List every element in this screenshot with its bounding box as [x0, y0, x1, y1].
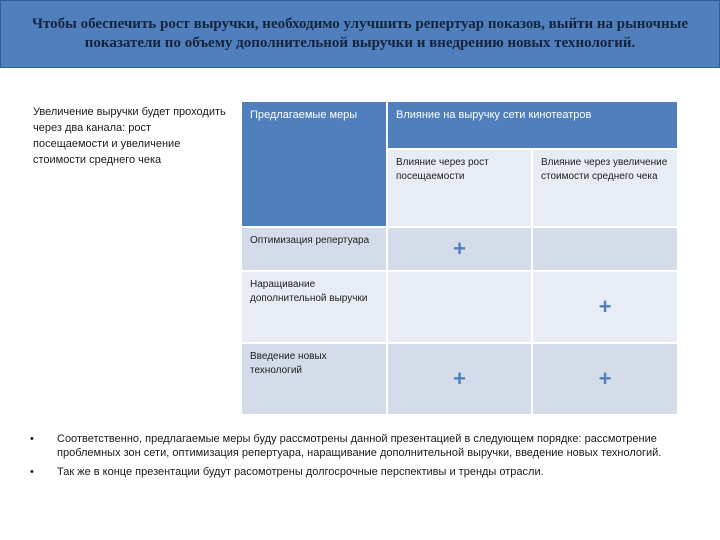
cell-extra-revenue-attendance [387, 271, 532, 343]
subheader-attendance: Влияние через рост посещаемости [387, 149, 532, 227]
row-measure-repertoire: Оптимизация репертуара [241, 227, 387, 271]
cell-new-tech-check [532, 343, 678, 415]
list-item [30, 465, 670, 479]
header-impact: Влияние на выручку сети кинотеатров [387, 101, 678, 149]
bullet-text: Соответственно, предлагаемые меры буду рассмотрены данной презентацией в следующем порядке: рассмотрение проблемных зон сети, оптимизация репертуара, наращивание дополнительной выручки, введение новых технологий. [57, 433, 662, 459]
row-measure-extra-revenue: Наращивание дополнительной выручки [241, 271, 387, 343]
plus-icon: + [598, 365, 612, 391]
header-measures: Предлагаемые меры [241, 101, 387, 227]
bullet-icon: • [30, 433, 34, 445]
bullet-icon: • [30, 466, 34, 478]
plus-icon: + [453, 365, 466, 391]
plus-icon: + [598, 293, 612, 319]
bullet-text: Так же в конце презентации будут расомотрены долгосрочные перспективы и тренды отрасли. [57, 466, 544, 478]
title-bar [0, 0, 720, 68]
measures-table [240, 100, 679, 416]
bullet-list [30, 432, 670, 484]
cell-repertoire-attendance [387, 227, 532, 271]
subheader-check: Влияние через увеличение стоимости среднего чека [532, 149, 678, 227]
plus-icon: + [453, 235, 466, 261]
list-item [30, 432, 670, 460]
cell-new-tech-attendance [387, 343, 532, 415]
cell-repertoire-check [532, 227, 678, 271]
slide-title: Чтобы обеспечить рост выручки, необходимо улучшить репертуар показов, выйти на рыночные показатели по объему дополнительной выручки и внедрению новых технологий. [31, 16, 689, 51]
row-measure-new-tech: Введение новых технологий [241, 343, 387, 415]
intro-text: Увеличение выручки будет проходить через два канала: рост посещаемости и увеличение стоимости среднего чека [33, 106, 226, 166]
cell-extra-revenue-check [532, 271, 678, 343]
